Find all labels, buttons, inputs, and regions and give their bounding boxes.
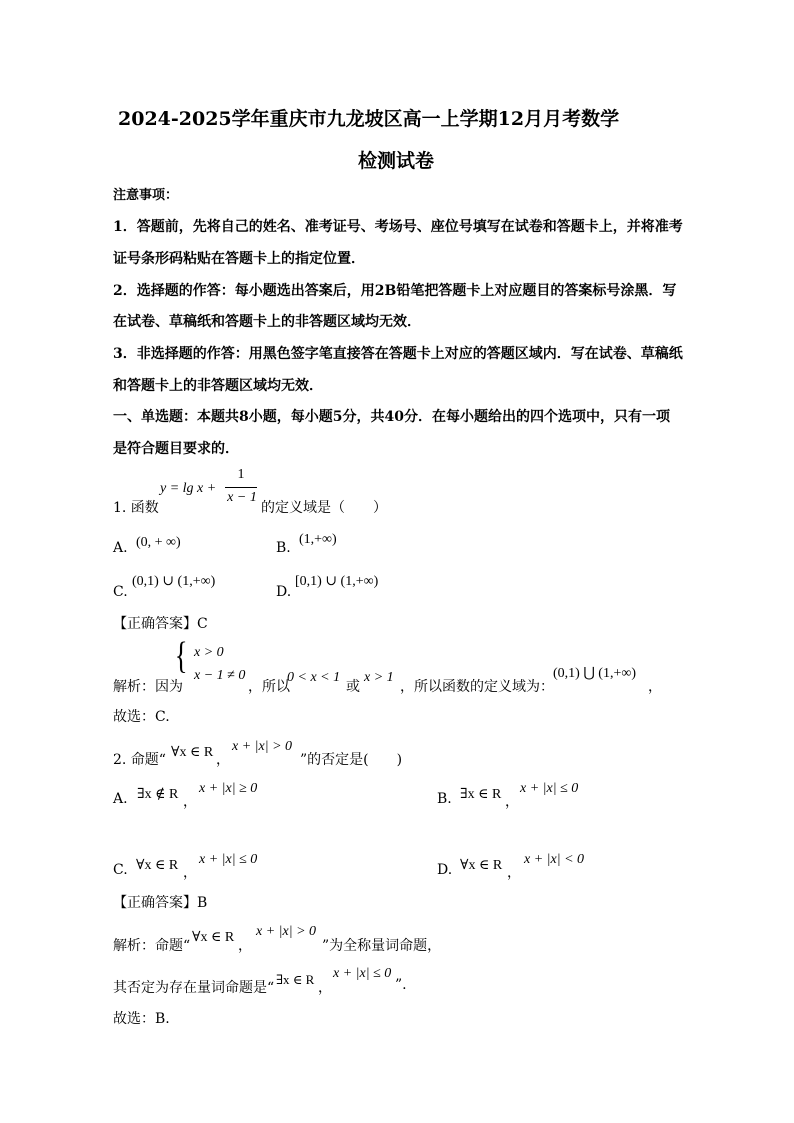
q1-analysis-mid2: ，所以函数的定义域为：: [400, 679, 554, 695]
q2-analysis2-comma: ，: [318, 980, 332, 996]
q1-choose: 故选：C.: [113, 709, 170, 725]
notice-item2-line1: 2．选择题的作答：每小题选出答案后，用2B铅笔把答题卡上对应题目的答案标号涂黑．写: [113, 283, 677, 299]
q1-system-line2: x − 1 ≠ 0: [194, 668, 246, 683]
q2-suffix: ”的否定是( ): [300, 752, 403, 768]
q2-option-a-quantifier: ∃x ∉ R: [137, 787, 179, 802]
q2-expr: x + |x| > 0: [232, 739, 293, 754]
page-title-line2: 检测试卷: [358, 150, 435, 172]
q1-function-expr: y = lg x +: [160, 481, 217, 496]
q2-answer: 【正确答案】B: [113, 895, 208, 911]
q1-analysis-domain: (0,1) ⋃ (1,+∞): [553, 666, 637, 681]
q2-option-a-expr: x + |x| ≥ 0: [199, 781, 258, 796]
q1-analysis-mid1: ，所以: [248, 679, 290, 695]
q1-option-d-label: D.: [276, 584, 292, 600]
q1-analysis-ineq1: 0 < x < 1: [287, 670, 341, 685]
q2-option-d-comma: ，: [507, 865, 521, 881]
q2-option-b-quantifier: ∃x ∈ R: [460, 787, 502, 802]
q2-prefix: 2. 命题“: [113, 752, 166, 768]
q2-analysis1-prefix: 解析：命题“: [113, 938, 191, 954]
q1-prefix: 1. 函数: [113, 500, 159, 516]
q2-option-a-comma: ，: [183, 794, 197, 810]
q2-analysis2-suffix: ”.: [395, 977, 407, 993]
q2-option-b-comma: ，: [505, 794, 519, 810]
q1-system-line1: x > 0: [194, 645, 224, 660]
q2-forall: ∀x ∈ R: [171, 745, 214, 760]
q1-fraction-numerator: 1: [237, 467, 245, 482]
q1-analysis-prefix: 解析：因为: [113, 679, 183, 695]
q2-analysis2-prefix: 其否定为存在量词命题是“: [113, 980, 275, 996]
q1-fraction-bar: [225, 487, 257, 488]
q2-analysis1-expr: x + |x| > 0: [256, 924, 317, 939]
notice-heading: 注意事项：: [113, 188, 179, 203]
q1-suffix: 的定义域是（ ）: [261, 500, 387, 516]
q2-option-d-label: D.: [437, 862, 453, 878]
q2-option-c-comma: ，: [183, 865, 197, 881]
notice-item3-line1: 3．非选择题的作答：用黑色签字笔直接答在答题卡上对应的答题区域内．写在试卷、草稿纸: [113, 346, 683, 362]
q2-option-b-expr: x + |x| ≤ 0: [520, 781, 579, 796]
q2-comma: ，: [216, 752, 230, 768]
q1-system-brace: {: [174, 635, 188, 677]
q1-analysis-ineq2: x > 1: [364, 670, 394, 685]
page-title-line1: 2024-2025学年重庆市九龙坡区高一上学期12月月考数学: [118, 108, 620, 130]
notice-item3-line2: 和答题卡上的非答题区域均无效．: [113, 378, 323, 394]
q2-option-c-quantifier: ∀x ∈ R: [136, 858, 179, 873]
q2-analysis2-quantifier: ∃x ∈ R: [276, 972, 315, 987]
q2-option-d-expr: x + |x| < 0: [524, 852, 585, 867]
q2-option-d-quantifier: ∀x ∈ R: [460, 858, 503, 873]
q2-choose: 故选：B.: [113, 1011, 170, 1027]
q2-analysis1-quantifier: ∀x ∈ R: [192, 930, 235, 945]
section-heading-line1: 一、单选题：本题共8小题，每小题5分，共40分．在每小题给出的四个选项中，只有一项: [113, 409, 670, 425]
notice-item1-line2: 证号条形码粘贴在答题卡上的指定位置．: [113, 251, 365, 267]
q2-option-a-label: A.: [113, 791, 128, 807]
q1-fraction-denominator: x − 1: [227, 490, 257, 505]
q1-option-a: (0, + ∞): [136, 535, 181, 550]
q2-option-b-label: B.: [437, 791, 452, 807]
section-heading-line2: 是符合题目要求的．: [113, 441, 239, 457]
q1-analysis-end: ，: [648, 679, 662, 695]
q1-analysis-or: 或: [346, 679, 360, 695]
q1-option-b: (1,+∞): [299, 532, 337, 547]
q2-analysis2-expr: x + |x| ≤ 0: [333, 966, 392, 981]
q2-option-c-expr: x + |x| ≤ 0: [199, 852, 258, 867]
q1-option-b-label: B.: [276, 540, 291, 556]
q1-option-c: (0,1) ∪ (1,+∞): [132, 574, 216, 589]
notice-item2-line2: 在试卷、草稿纸和答题卡上的非答题区域均无效．: [113, 314, 421, 330]
q1-option-d: [0,1) ∪ (1,+∞): [295, 574, 379, 589]
q2-analysis1-comma: ，: [238, 938, 252, 954]
q2-analysis1-suffix: ”为全称量词命题，: [322, 938, 442, 954]
q1-option-c-label: C.: [113, 584, 128, 600]
q2-option-c-label: C.: [113, 862, 128, 878]
q1-answer: 【正确答案】C: [113, 616, 208, 632]
notice-item1-line1: 1．答题前，先将自己的姓名、准考证号、考场号、座位号填写在试卷和答题卡上，并将准考: [113, 219, 683, 235]
q1-option-a-label: A.: [113, 540, 128, 556]
